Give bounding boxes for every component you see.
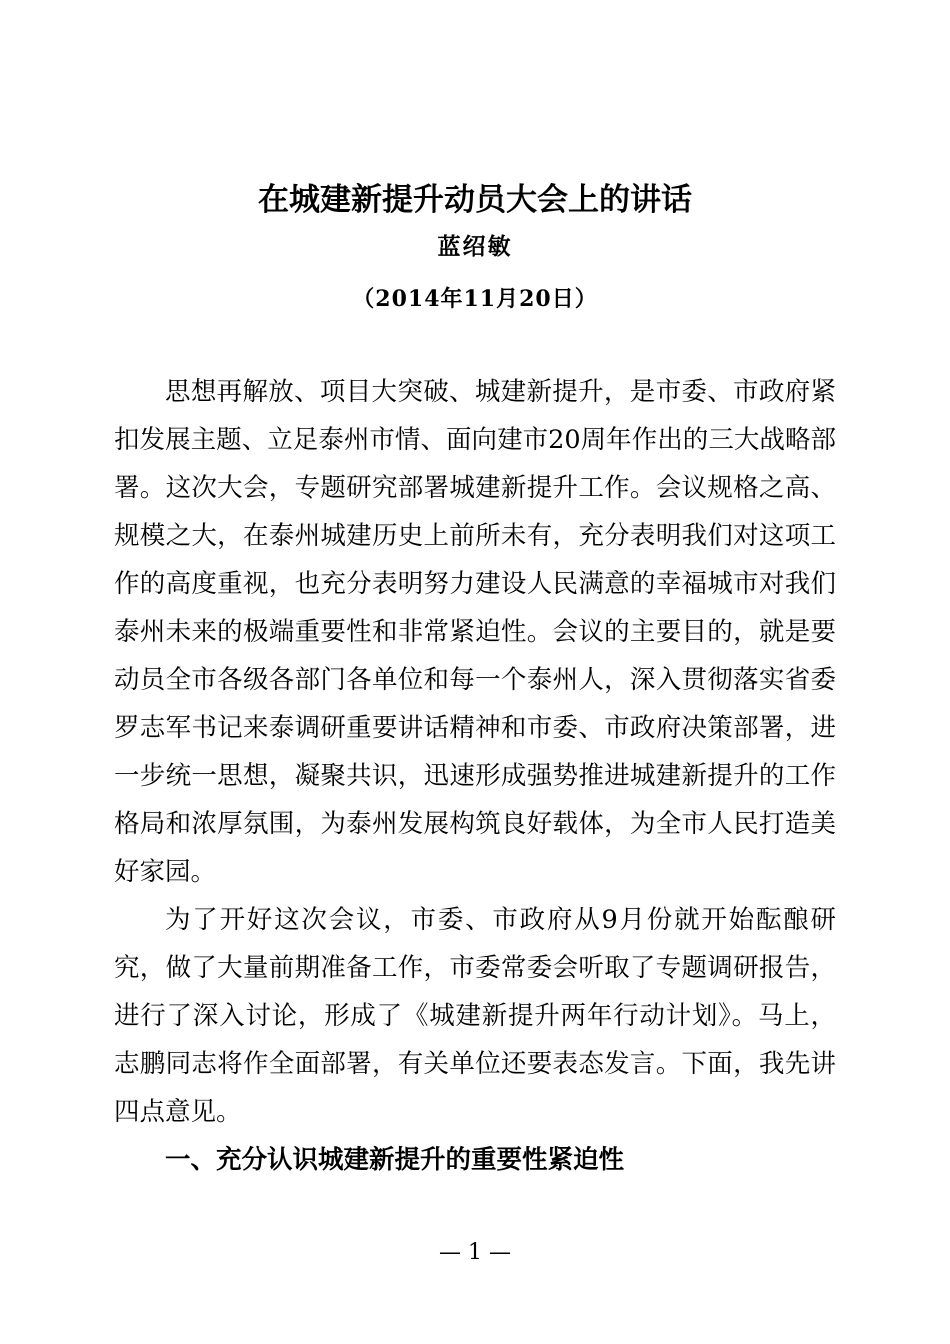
section-heading: 一、充分认识城建新提升的重要性紧迫性 bbox=[165, 1145, 625, 1175]
paragraph-2: 为了开好这次会议，市委、市政府从9月份就开始酝酿研究，做了大量前期准备工作，市委常委会听取了专题调研报告，进行了深入讨论，形成了《城建新提升两年行动计划》。马上，志鹏同志将作全面部署，有关单位还要表态发言。下面，我先讲四点意见。 bbox=[114, 905, 836, 1127]
document-title: 在城建新提升动员大会上的讲话 bbox=[258, 182, 692, 218]
page-number: — 1 — bbox=[439, 1240, 511, 1265]
document-body bbox=[114, 368, 836, 1184]
speech-date: （2014年11月20日） bbox=[352, 286, 598, 312]
paragraph-1: 思想再解放、项目大突破、城建新提升，是市委、市政府紧扣发展主题、立足泰州市情、面向建市20周年作出的三大战略部署。这次大会，专题研究部署城建新提升工作。会议规格之高、规模之大，在泰州城建历史上前所未有，充分表明我们对这项工作的高度重视，也充分表明努力建设人民满意的幸福城市对我们泰州未来的极端重要性和非常紧迫性。会议的主要目的，就是要动员全市各级各部门各单位和每一个泰州人，深入贯彻落实省委罗志军书记来泰调研重要讲话精神和市委、市政府决策部署，进一步统一思想，凝聚共识，迅速形成强势推进城建新提升的工作格局和浓厚氛围，为泰州发展构筑良好载体，为全市人民打造美好家园。 bbox=[114, 377, 836, 887]
author-name: 蓝绍敏 bbox=[437, 233, 513, 260]
